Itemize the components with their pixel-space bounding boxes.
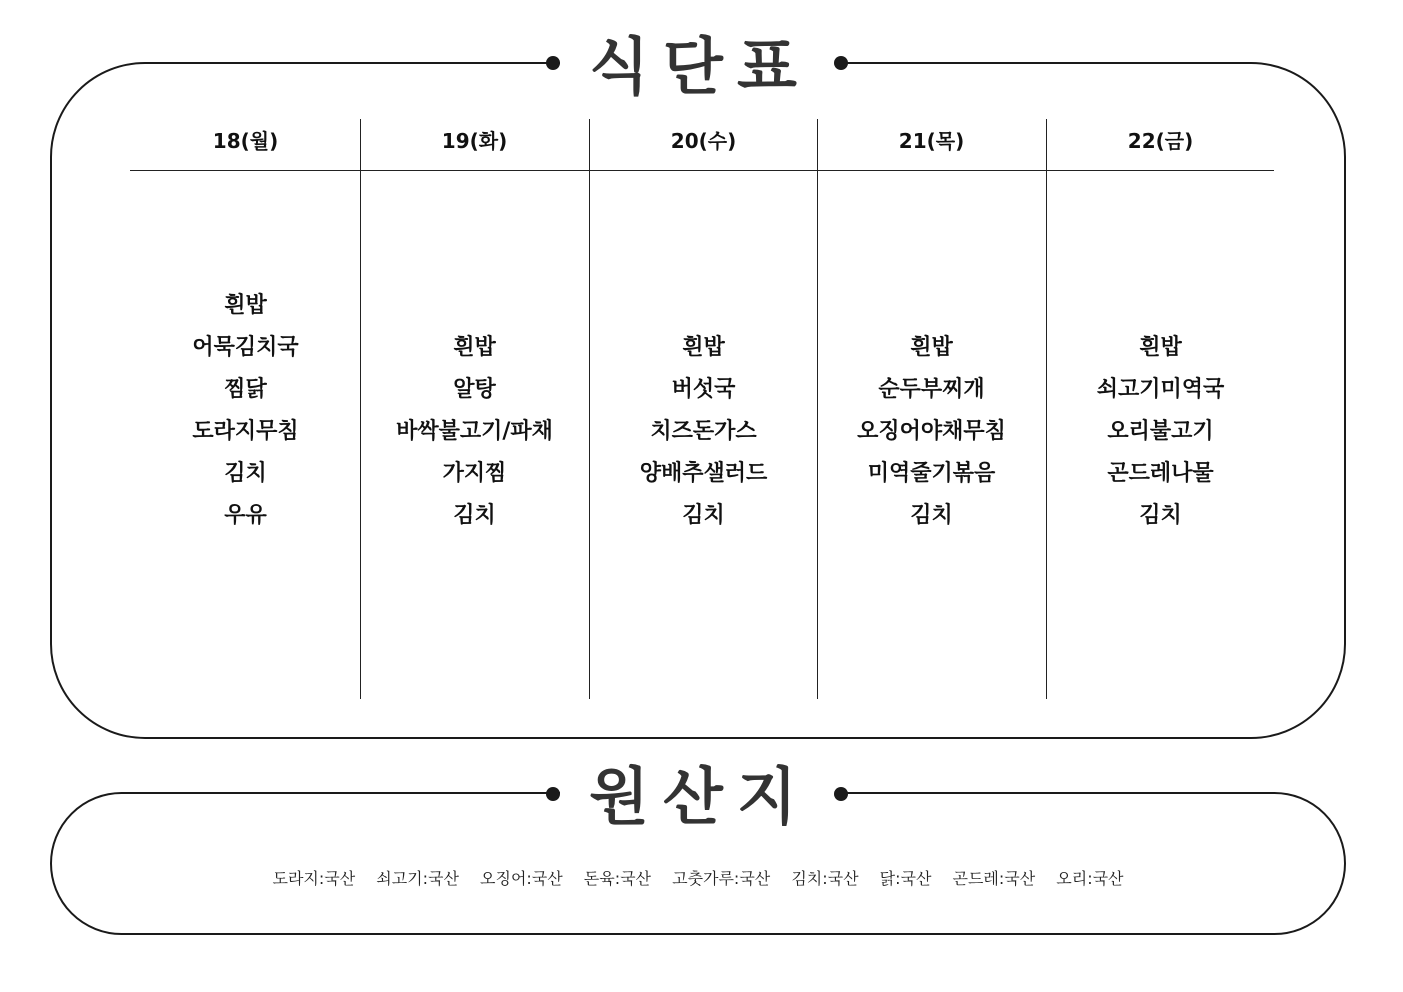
meal-item: 흰밥 [910,335,953,360]
meal-item: 김치 [1139,503,1182,528]
meal-item: 미역줄기볶음 [867,461,996,486]
day-header-mon: 18(월) [212,129,279,153]
day-header-wed: 20(수) [670,129,737,153]
origin-item: 도라지:국산 [272,869,356,888]
meal-item: 흰밥 [453,335,496,360]
meal-item: 어묵김치국 [192,335,299,360]
meal-item: 양배추샐러드 [639,461,768,486]
day-header-thu: 21(목) [898,129,965,153]
meal-item: 알탕 [453,377,496,402]
origin-item: 고춧가루:국산 [672,869,771,888]
meal-item: 흰밥 [682,335,725,360]
meal-column-wed [589,327,818,537]
title-dot-right [834,56,848,70]
meal-item: 도라지무침 [192,419,299,444]
origin-title: 원산지 [560,766,840,836]
meal-item: 김치 [682,503,725,528]
title-dot-left [546,56,560,70]
origin-item: 돈육:국산 [583,869,652,888]
day-header-tue: 19(화) [441,129,508,153]
origin-item: 닭:국산 [879,869,932,888]
meal-column-fri [1046,327,1275,537]
meal-item: 흰밥 [1139,335,1182,360]
meal-column-tue [360,327,589,537]
meal-item: 김치 [224,461,267,486]
meal-column-mon [131,285,360,537]
meal-item: 찜닭 [224,377,267,402]
origin-item: 오리:국산 [1056,869,1124,888]
origin-item: 오징어:국산 [480,869,563,888]
meal-item: 김치 [910,503,953,528]
header-divider [130,170,1274,171]
day-header-fri: 22(금) [1127,129,1194,153]
origin-item: 김치:국산 [791,869,859,888]
meal-item: 치즈돈가스 [650,419,757,444]
meal-item: 오리불고기 [1107,419,1214,444]
meal-item: 바싹불고기/파채 [396,419,553,444]
meal-item: 우유 [224,503,267,528]
meal-item: 쇠고기미역국 [1096,377,1225,402]
title-dot-left [546,787,560,801]
meal-item: 김치 [453,503,496,528]
meal-item: 오징어야채무침 [857,419,1006,444]
title-dot-right [834,787,848,801]
meal-item: 버섯국 [671,377,736,402]
origin-item: 쇠고기:국산 [376,869,459,888]
menu-title: 식단표 [560,36,840,106]
origin-list [50,866,1346,889]
origin-item: 곤드레:국산 [952,869,1036,888]
meal-item: 순두부찌개 [878,377,985,402]
meal-item: 곤드레나물 [1107,461,1214,486]
meal-item: 흰밥 [224,293,267,318]
meal-column-thu [817,327,1046,537]
meal-item: 가지찜 [442,461,507,486]
